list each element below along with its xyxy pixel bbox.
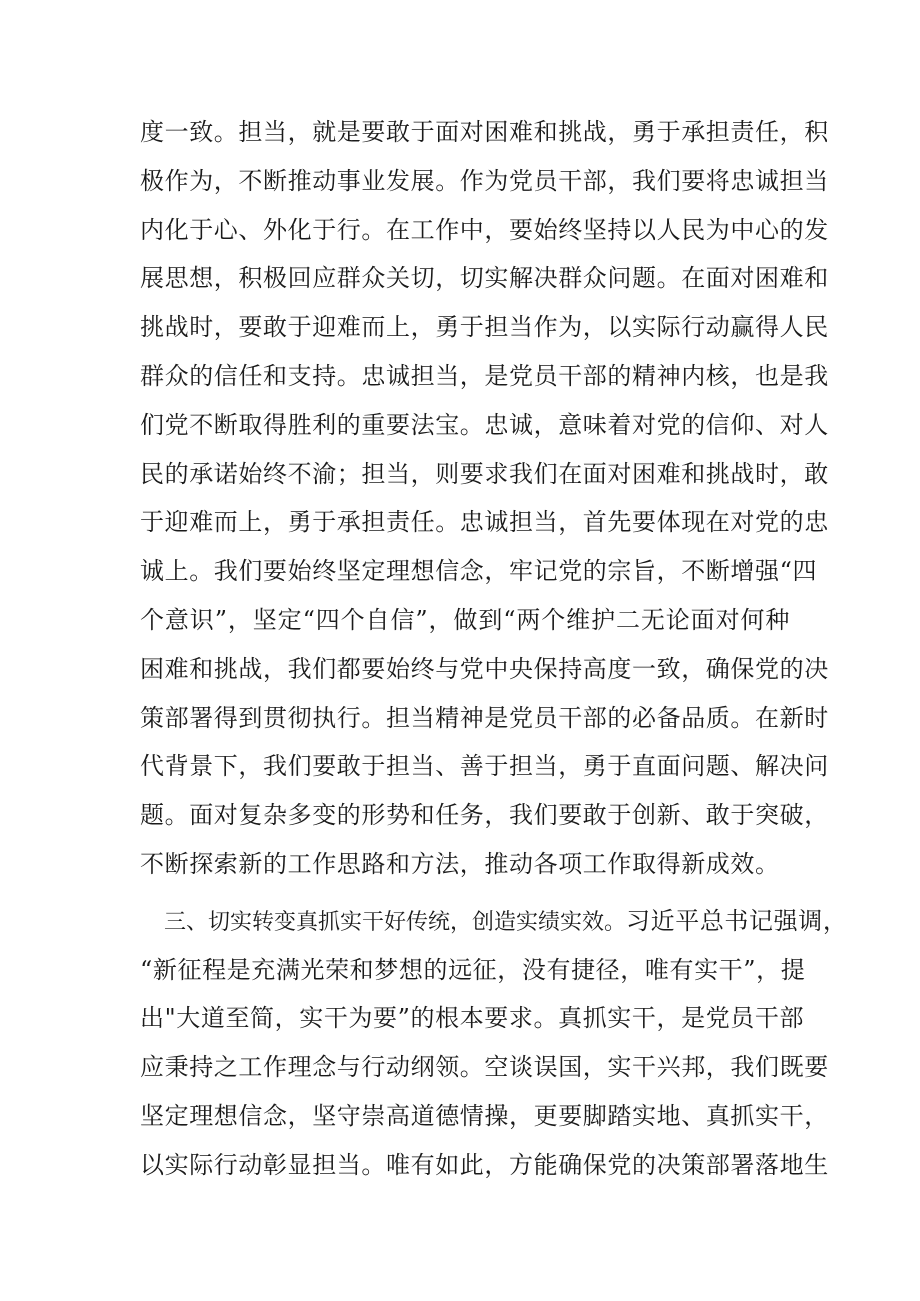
heading-line [140, 897, 848, 946]
text-line: 以实际行动彰显担当。唯有如此，方能确保党的决策部署落地生 [140, 1150, 829, 1179]
text-line: 民的承诺始终不渝；担当，则要求我们在面对困难和挑战时，敢 [140, 459, 829, 488]
text-line: 坚定理想信念，坚守崇高道德情操，更要脚踏实地、真抓实干， [140, 1101, 829, 1130]
paragraph-2 [140, 897, 848, 1190]
text-line: 度一致。担当，就是要敢于面对困难和挑战，勇于承担责任，积 [140, 118, 829, 146]
text-line: 出"大道至简，实干为要”的根本要求。真抓实干，是党员干部 [140, 1004, 805, 1033]
heading-line-rest: 习近平总书记强调， [626, 906, 848, 935]
text-line: 内化于心、外化于行。在工作中，要始终坚持以人民为中心的发 [140, 215, 829, 244]
text-line: 展思想，积极回应群众关切，切实解决群众问题。在面对困难和 [140, 264, 829, 293]
text-line: 们党不断取得胜利的重要法宝。忠诚，意味着对党的信仰、对人 [140, 410, 829, 439]
text-line: 挑战时，要敢于迎难而上，勇于担当作为，以实际行动赢得人民 [140, 313, 829, 342]
text-line: 困难和挑战，我们都要始终与党中央保持高度一致，确保党的决 [140, 654, 829, 683]
text-line: 应秉持之工作理念与行动纲领。空谈误国，实干兴邦，我们既要 [140, 1053, 829, 1082]
text-line: 于迎难而上，勇于承担责任。忠诚担当，首先要体现在对党的忠 [140, 508, 829, 537]
text-line: 代背景下，我们要敢于担当、善于担当，勇于直面问题、解决问 [140, 752, 829, 781]
text-line: 题。面对复杂多变的形势和任务，我们要敢于创新、敢于突破， [140, 801, 829, 830]
document-body [140, 108, 848, 1190]
text-line: 极作为，不断推动事业发展。作为党员干部，我们要将忠诚担当 [140, 166, 829, 195]
text-line: “新征程是充满光荣和梦想的远征，没有捷径，唯有实干”，提 [140, 955, 806, 984]
section-heading: 三、切实转变真抓实干好传统，创造实绩实效。 [164, 909, 627, 935]
text-line: 群众的信任和支持。忠诚担当，是党员干部的精神内核，也是我 [140, 361, 829, 390]
text-line: 个意识”，坚定“四个自信”，做到“两个维护二无论面对何种 [140, 605, 790, 634]
text-line: 不断探索新的工作思路和方法，推动各项工作取得新成效。 [140, 849, 780, 878]
paragraph-gap [140, 889, 790, 897]
text-line: 诚上。我们要始终坚定理想信念，牢记党的宗旨，不断增强“四 [140, 557, 818, 586]
text-line: 策部署得到贯彻执行。担当精神是党员干部的必备品质。在新时 [140, 703, 829, 732]
paragraph-1 [140, 108, 829, 889]
